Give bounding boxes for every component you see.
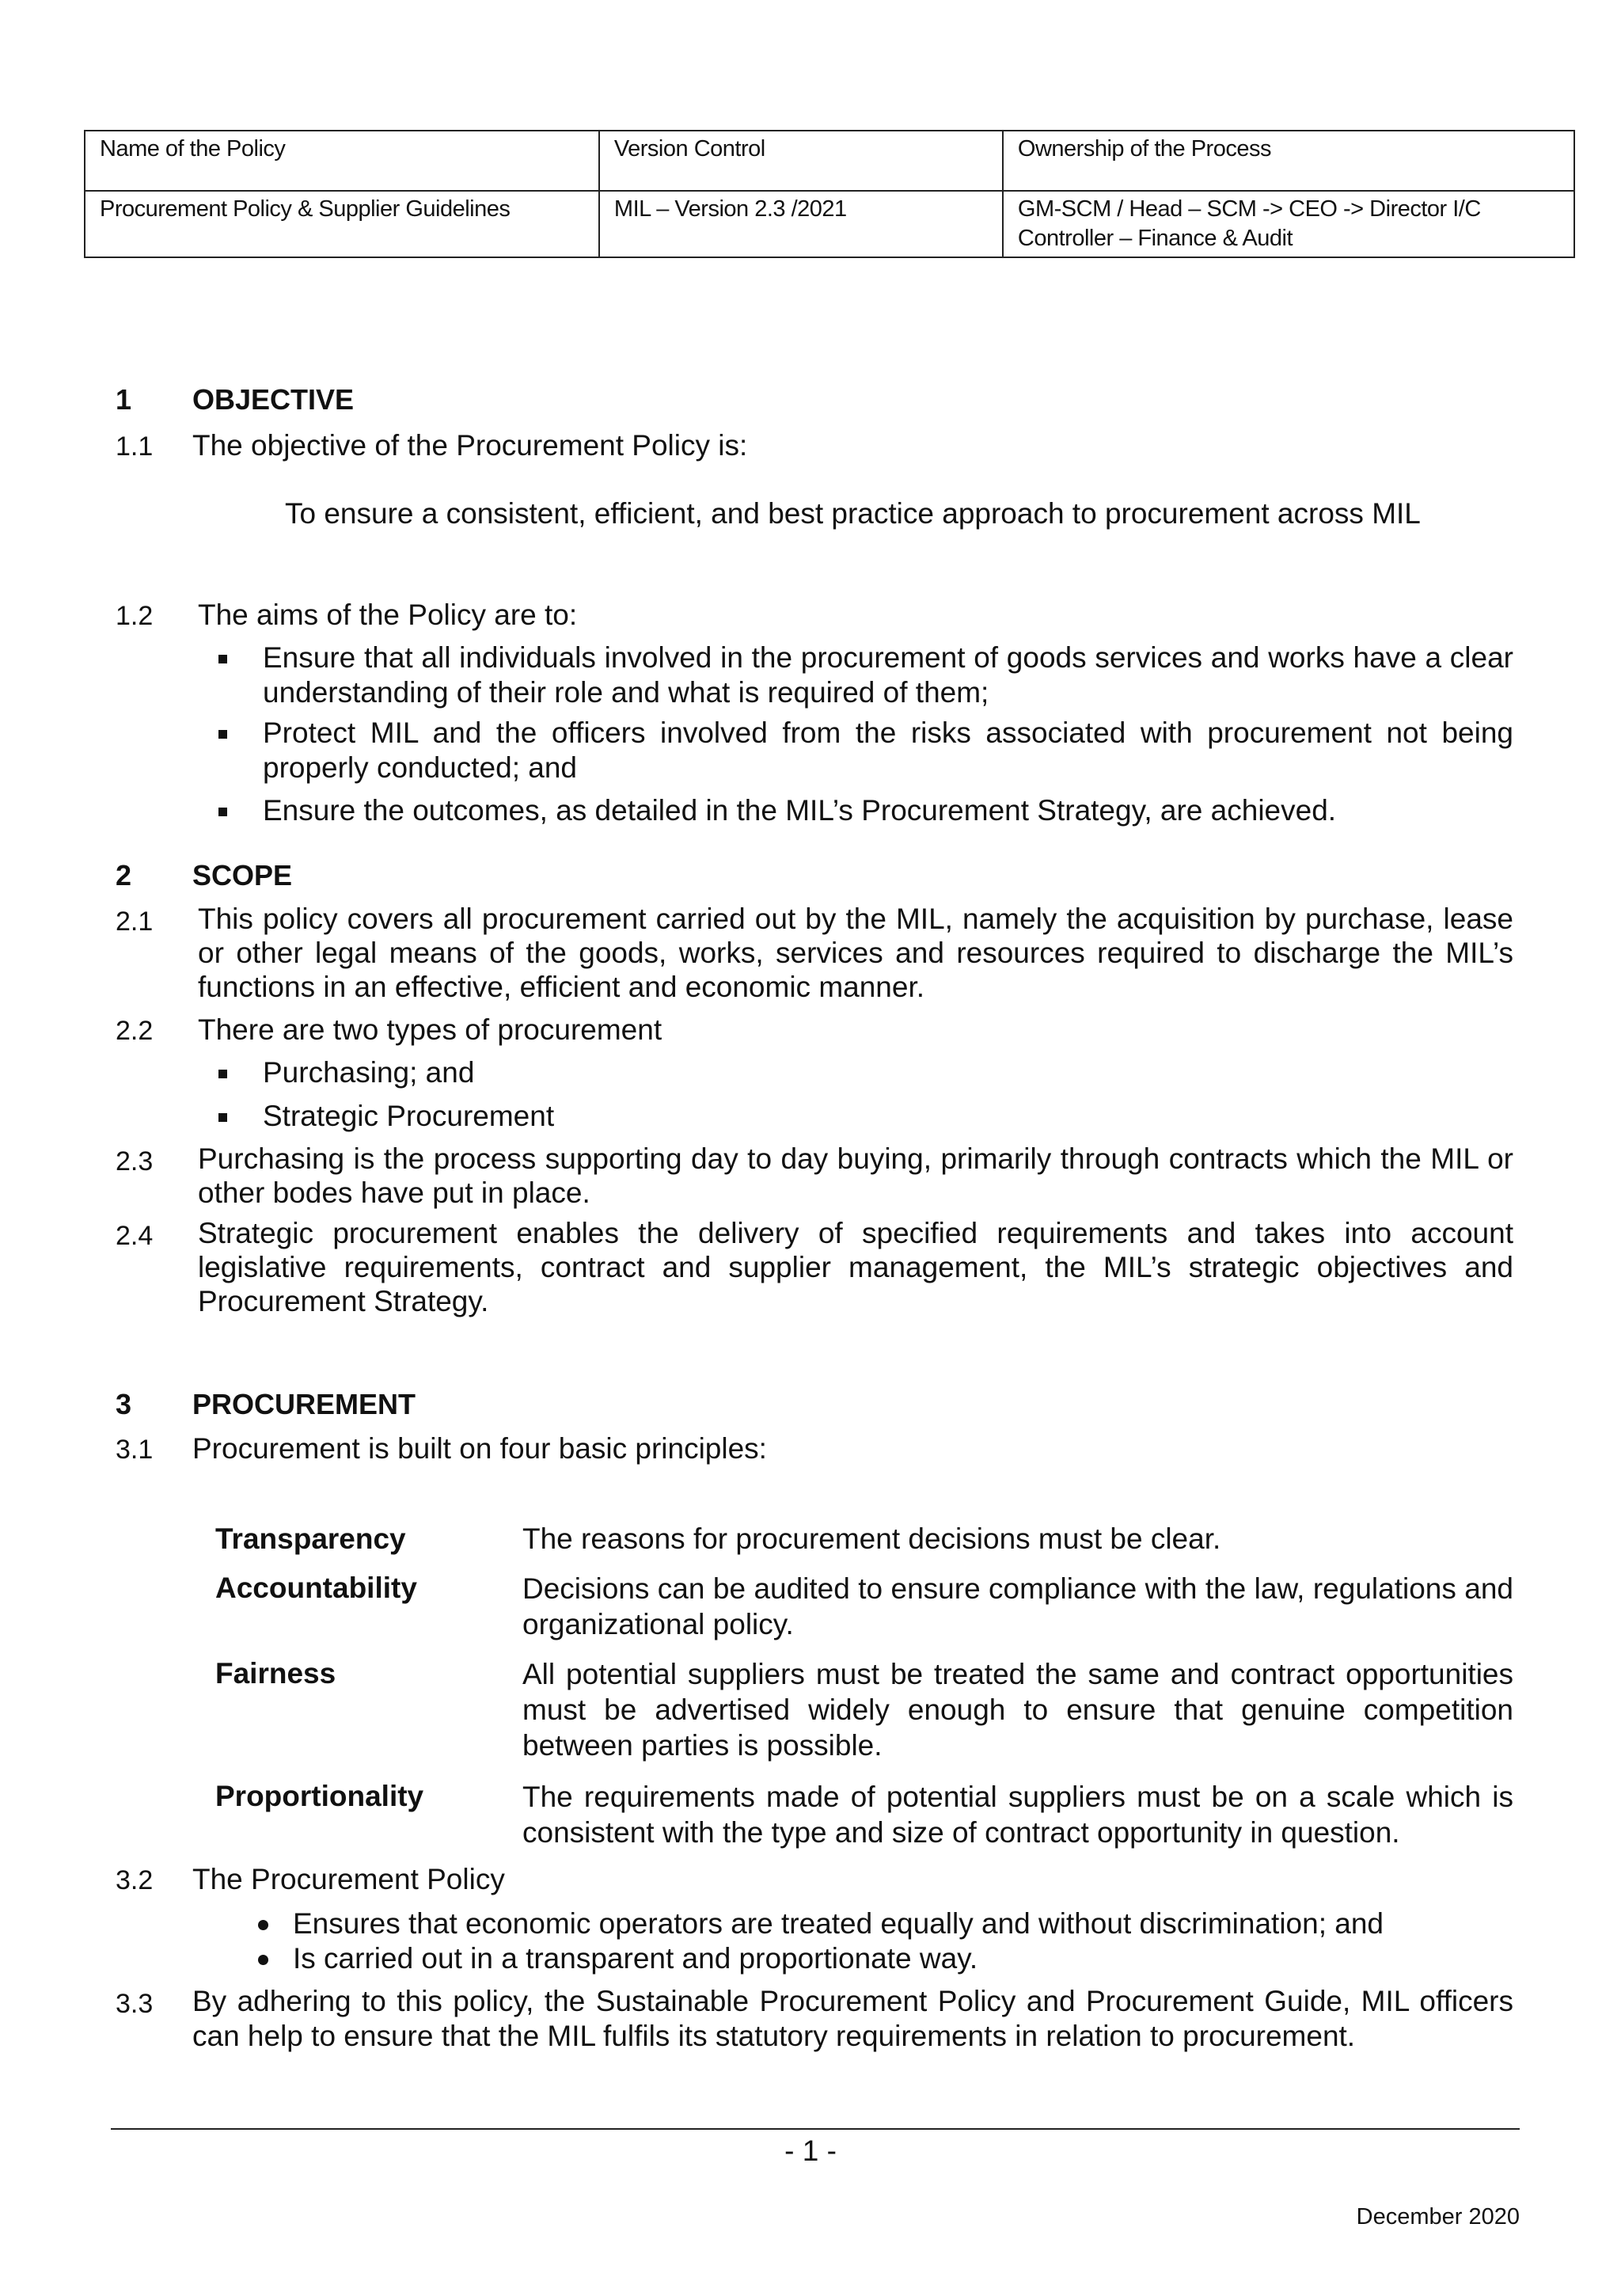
page-number: - 1 -: [784, 2134, 837, 2167]
principle-term: Transparency: [215, 1522, 406, 1555]
clause-2-1-number: 2.1: [116, 907, 154, 937]
square-bullet-icon: [218, 655, 227, 663]
principle-definition: All potential suppliers must be treated the same and contract opportunities must be advertised widely enough to ensure that genuine competition between parties is possible.: [522, 1658, 1513, 1762]
round-bullet-icon: [258, 1955, 268, 1965]
clause-2-3-text: Purchasing is the process supporting day to day buying, primarily through contracts which the MIL or other bodes have put in place.: [198, 1142, 1513, 1209]
section-3-title: PROCUREMENT: [192, 1388, 416, 1420]
square-bullet-icon: [218, 808, 227, 816]
clause-1-2-number: 1.2: [116, 601, 154, 631]
header-cell-version-value: MIL – Version 2.3 /2021: [599, 191, 1003, 257]
aim-item: Protect MIL and the officers involved from the risks associated with procurement not being properly conducted; and: [263, 717, 1513, 784]
ownership-line-1: GM-SCM / Head – SCM -> CEO -> Director I/C: [1017, 196, 1481, 222]
principle-term: Accountability: [215, 1572, 417, 1604]
clause-3-2-number: 3.2: [116, 1865, 154, 1895]
clause-3-3-text: By adhering to this policy, the Sustainable Procurement Policy and Procurement Guide, MIL officers can help to ensure that the MIL fulfils its statutory requirements in relation to procurement.: [192, 1985, 1513, 2052]
section-3-number: 3: [116, 1388, 132, 1420]
section-1-title: OBJECTIVE: [192, 383, 355, 416]
header-cell-version-label: Version Control: [599, 131, 1003, 191]
clause-3-2-text: The Procurement Policy: [192, 1863, 505, 1895]
policy-header-table: [84, 130, 1575, 258]
round-bullet-icon: [258, 1920, 268, 1930]
aim-item: Ensure that all individuals involved in the procurement of goods services and works have a clear understanding of their role and what is required of them;: [263, 641, 1513, 709]
clause-3-1-number: 3.1: [116, 1435, 154, 1465]
square-bullet-icon: [218, 730, 227, 739]
clause-3-3-number: 3.3: [116, 1989, 154, 2019]
principle-term: Proportionality: [215, 1780, 424, 1812]
clause-2-1-text: This policy covers all procurement carried out by the MIL, namely the acquisition by purchase, lease or other legal means of the goods, works, services and resources required to discharge the MIL’s functions in an effective, efficient and economic manner.: [198, 903, 1513, 1003]
clause-2-3-number: 2.3: [116, 1146, 154, 1177]
principle-definition: The requirements made of potential suppliers must be on a scale which is consistent with the type and size of contract opportunity in question.: [522, 1781, 1513, 1849]
clause-3-1-text: Procurement is built on four basic principles:: [192, 1432, 767, 1465]
header-cell-ownership-value: [1003, 191, 1574, 257]
clause-2-4-text: Strategic procurement enables the delivery of specified requirements and takes into account legislative requirements, contract and supplier management, the MIL’s strategic objectives and Procurement Strategy.: [198, 1217, 1513, 1317]
principle-definition: The reasons for procurement decisions must be clear.: [522, 1522, 1221, 1555]
section-2-number: 2: [116, 859, 132, 891]
aim-item: Ensure the outcomes, as detailed in the MIL’s Procurement Strategy, are achieved.: [263, 794, 1337, 827]
section-2-title: SCOPE: [192, 859, 293, 891]
procurement-type-item: Strategic Procurement: [263, 1100, 555, 1132]
header-cell-policy-name-label: Name of the Policy: [85, 131, 599, 191]
procurement-type-item: Purchasing; and: [263, 1056, 475, 1089]
header-cell-ownership-label: Ownership of the Process: [1003, 131, 1574, 191]
square-bullet-icon: [218, 1113, 227, 1122]
clause-2-2-number: 2.2: [116, 1016, 154, 1046]
principle-definition: Decisions can be audited to ensure compliance with the law, regulations and organizational policy.: [522, 1572, 1513, 1640]
footer-divider: [111, 2128, 1520, 2130]
footer-date: December 2020: [1356, 2204, 1520, 2229]
policy-point-item: Is carried out in a transparent and proportionate way.: [293, 1942, 978, 1975]
clause-1-1-text: The objective of the Procurement Policy is:: [192, 429, 748, 462]
clause-2-2-text: There are two types of procurement: [198, 1013, 662, 1046]
clause-1-2-text: The aims of the Policy are to:: [198, 599, 578, 631]
policy-point-item: Ensures that economic operators are treated equally and without discrimination; and: [293, 1907, 1384, 1940]
header-cell-policy-name-value: Procurement Policy & Supplier Guidelines: [85, 191, 599, 257]
square-bullet-icon: [218, 1070, 227, 1078]
section-1-number: 1: [116, 383, 132, 416]
objective-statement: To ensure a consistent, efficient, and best practice approach to procurement across MIL: [285, 497, 1421, 530]
ownership-line-2: Controller – Finance & Audit: [1017, 226, 1293, 251]
clause-2-4-number: 2.4: [116, 1221, 154, 1251]
clause-1-1-number: 1.1: [116, 431, 154, 462]
principle-term: Fairness: [215, 1657, 336, 1690]
